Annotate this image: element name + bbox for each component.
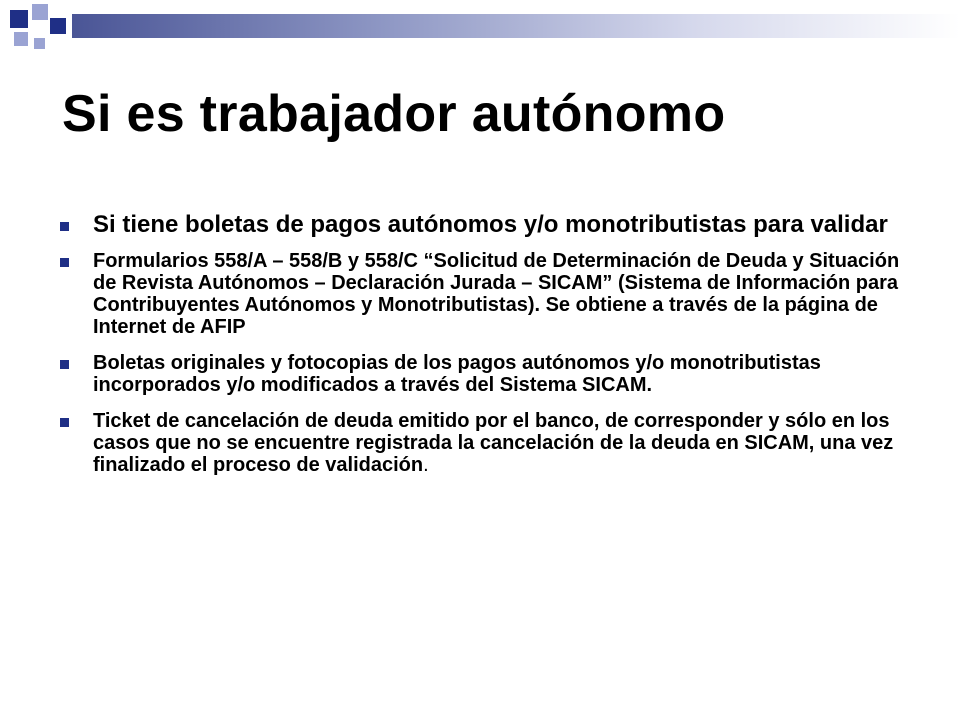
bullet-text-tail: . — [423, 454, 429, 476]
header-square-dark — [10, 10, 28, 28]
header-square-light — [32, 4, 48, 20]
bullet-item — [60, 250, 920, 338]
square-bullet-icon — [60, 418, 69, 427]
bullet-text: Ticket de cancelación de deuda emitido por el banco, de corresponder y sólo en los casos que no se encuentre registrada la cancelación de la deuda en SICAM, una vez finalizado el proceso de validación — [93, 410, 894, 476]
header-square-light — [14, 32, 28, 46]
slide-title: Si es trabajador autónomo — [62, 85, 726, 143]
header-gradient-bar — [72, 14, 960, 38]
bullet-text: Boletas originales y fotocopias de los pagos autónomos y/o monotributistas incorporados y/o modificados a través del Sistema SICAM. — [93, 352, 821, 396]
header-square-light — [34, 38, 45, 49]
header-square-dark — [50, 18, 66, 34]
bullet-item — [60, 410, 920, 476]
bullet-item — [60, 352, 920, 396]
bullet-text: Si tiene boletas de pagos autónomos y/o monotributistas para validar — [93, 211, 888, 238]
square-bullet-icon — [60, 222, 69, 231]
square-bullet-icon — [60, 258, 69, 267]
square-bullet-icon — [60, 360, 69, 369]
bullet-item — [60, 212, 920, 238]
bullet-text: Formularios 558/A – 558/B y 558/C “Solicitud de Determinación de Deuda y Situación de Revista Autónomos – Declaración Jurada – SICAM” (Sistema de Información para Contribuyentes Autónomos y Monotributistas). Se obtiene a través de la página de Internet de AFIP — [93, 250, 900, 338]
bullet-list — [60, 212, 920, 490]
